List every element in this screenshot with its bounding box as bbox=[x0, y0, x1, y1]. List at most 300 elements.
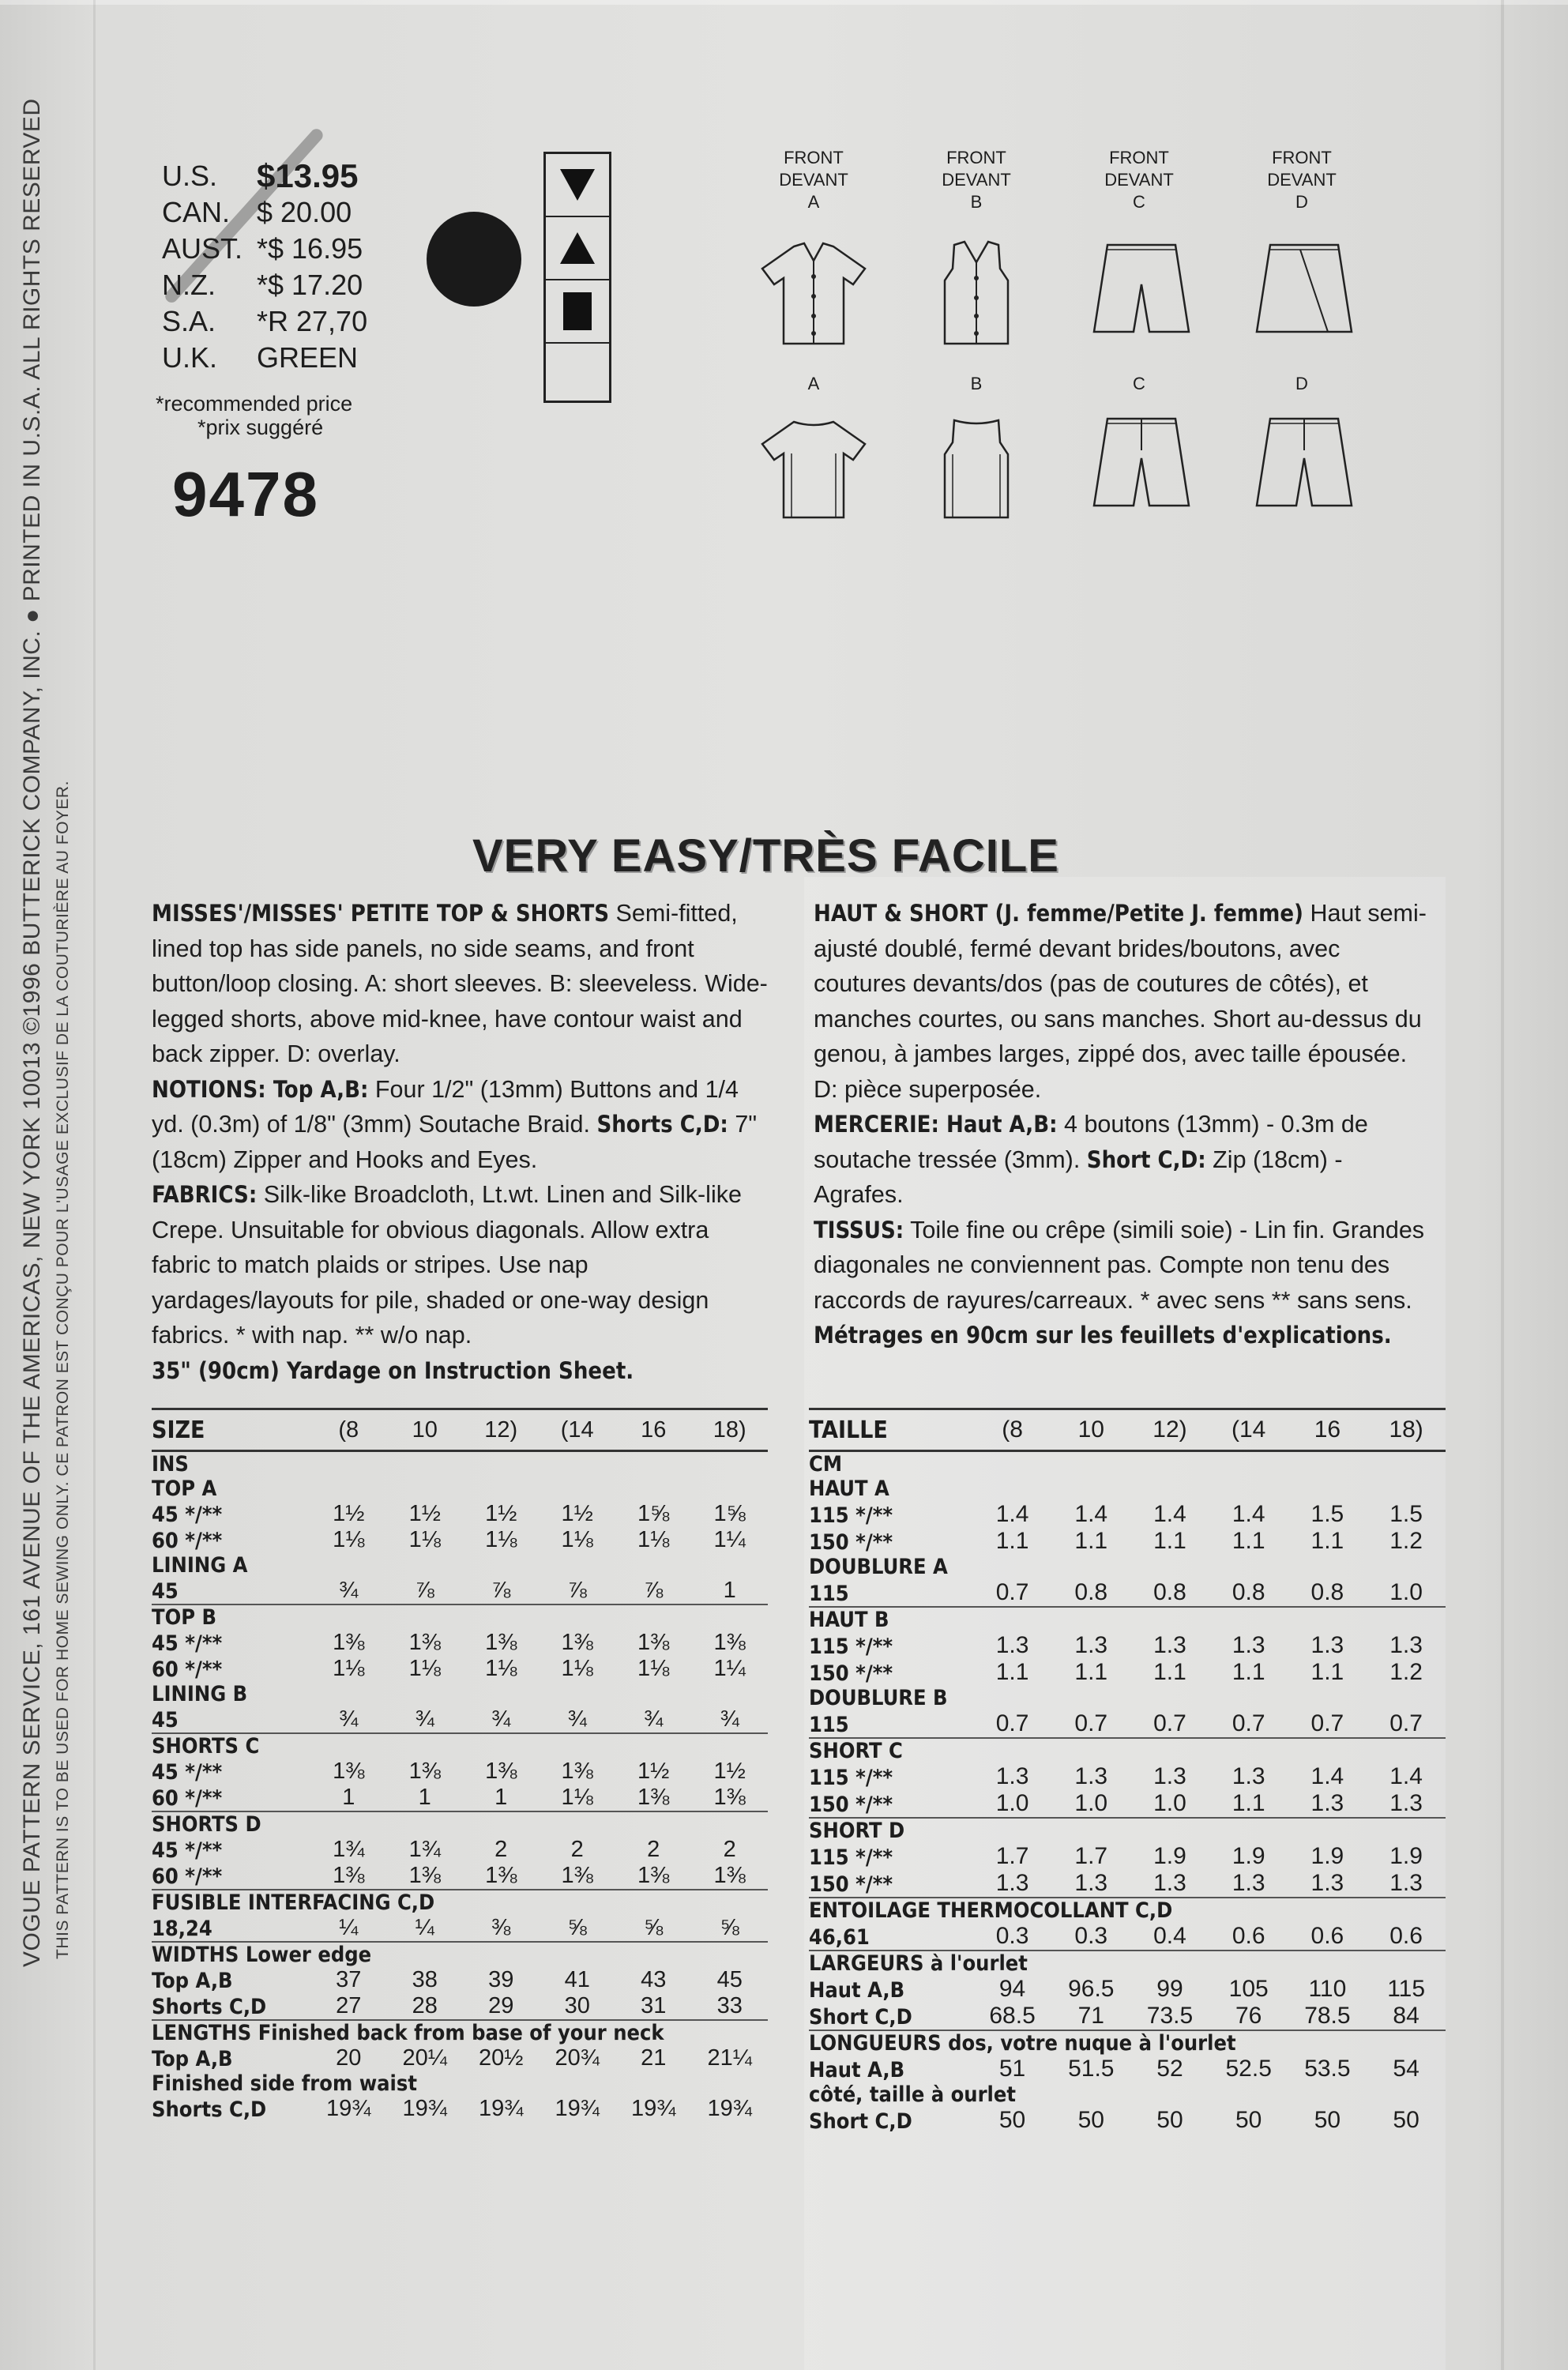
table-cell: 1.3 bbox=[1153, 1870, 1186, 1896]
table-cell: 52.5 bbox=[1225, 2056, 1272, 2082]
view-label-d: FRONT DEVANT D bbox=[1267, 148, 1337, 212]
table-cell: 1⅜ bbox=[333, 1759, 365, 1784]
price-country: CAN. bbox=[162, 196, 231, 228]
table-cell: 2 bbox=[647, 1837, 660, 1862]
table-cell: 1.3 bbox=[995, 1632, 1029, 1658]
table-cell bbox=[1209, 1818, 1288, 1843]
row-label: 115 bbox=[809, 1582, 849, 1606]
table-row bbox=[152, 1578, 768, 1604]
table-cell: 1½ bbox=[637, 1759, 670, 1784]
table-cell bbox=[310, 1811, 386, 1837]
table-cell: 1.3 bbox=[1389, 1632, 1423, 1658]
size-header-cell: 16 bbox=[615, 1409, 691, 1451]
table-row bbox=[809, 1951, 1446, 1976]
table-cell: 1.5 bbox=[1389, 1501, 1423, 1527]
table-row bbox=[809, 1843, 1446, 1870]
table-cell bbox=[691, 1811, 768, 1837]
price-row bbox=[162, 194, 367, 231]
row-label: ENTOILAGE THERMOCOLLANT C,D bbox=[809, 1898, 1446, 1923]
table-cell: 0.7 bbox=[995, 1710, 1029, 1736]
prix-suggere-note: *prix suggéré bbox=[197, 416, 324, 439]
table-cell: 50 bbox=[1393, 2107, 1419, 2133]
fold-crease-left bbox=[93, 0, 96, 2370]
page-heading: VERY EASY/TRÈS FACILE bbox=[472, 830, 1059, 882]
table-cell: 21¼ bbox=[707, 2045, 752, 2071]
table-cell bbox=[463, 1477, 539, 1501]
table-cell: 1⅛ bbox=[637, 1527, 670, 1552]
table-cell: 1.7 bbox=[995, 1843, 1029, 1869]
row-label: LINING B bbox=[152, 1682, 248, 1706]
table-cell: 19¾ bbox=[326, 2096, 371, 2121]
table-cell: 20 bbox=[336, 2045, 362, 2071]
description-english bbox=[152, 896, 768, 1388]
size-header-row bbox=[152, 1409, 768, 1451]
table-cell: ⅝ bbox=[720, 1915, 739, 1940]
table-cell: 1.3 bbox=[1074, 1632, 1108, 1658]
table-cell bbox=[1130, 1451, 1209, 1477]
table-cell: 1.9 bbox=[1310, 1843, 1344, 1869]
row-label: 150 */** bbox=[809, 1793, 893, 1817]
table-row bbox=[152, 1656, 768, 1682]
fold-crease bbox=[1501, 0, 1504, 2370]
table-cell: 0.7 bbox=[1310, 1710, 1344, 1736]
table-cell: 19¾ bbox=[630, 2096, 676, 2121]
table-cell bbox=[539, 1477, 615, 1501]
table-row bbox=[152, 1863, 768, 1890]
table-row bbox=[152, 1967, 768, 1993]
table-cell: 1.1 bbox=[1310, 1528, 1344, 1554]
table-cell: 0.6 bbox=[1231, 1923, 1265, 1949]
price-row bbox=[162, 340, 367, 376]
table-cell: ⅞ bbox=[567, 1578, 587, 1603]
table-cell bbox=[1051, 1818, 1130, 1843]
table-cell: 1⅜ bbox=[637, 1785, 670, 1810]
table-cell: 28 bbox=[412, 1993, 438, 2018]
table-cell: 1.5 bbox=[1310, 1501, 1344, 1527]
row-label: HAUT B bbox=[809, 1607, 973, 1632]
table-row bbox=[809, 1659, 1446, 1686]
table-cell: 1⅜ bbox=[561, 1630, 593, 1655]
table-cell: 1⅛ bbox=[333, 1656, 365, 1681]
row-label: 150 */** bbox=[809, 1530, 893, 1555]
table-row bbox=[152, 1501, 768, 1527]
yardage-table-english bbox=[152, 1408, 768, 2122]
view-label-a: FRONT DEVANT A bbox=[779, 148, 848, 212]
price-value: $ 20.00 bbox=[257, 196, 352, 228]
price-row bbox=[162, 231, 367, 267]
row-label: 45 bbox=[152, 1708, 179, 1732]
table-cell: 1.3 bbox=[1310, 1790, 1344, 1816]
row-label: INS bbox=[152, 1452, 189, 1477]
mercerie-label: MERCERIE: Haut A,B: bbox=[814, 1111, 1058, 1138]
price-country: U.K. bbox=[162, 341, 218, 374]
table-cell: 1.2 bbox=[1389, 1659, 1423, 1685]
row-label: Top A,B bbox=[152, 2047, 233, 2071]
row-label: 45 */** bbox=[152, 1503, 223, 1527]
size-header-cell: 12) bbox=[1130, 1409, 1209, 1451]
table-cell: 1.0 bbox=[1074, 1790, 1108, 1816]
table-cell: 1⅛ bbox=[408, 1527, 441, 1552]
table-cell: 1.4 bbox=[1310, 1763, 1344, 1789]
table-row bbox=[152, 1993, 768, 2020]
table-row bbox=[809, 1607, 1446, 1632]
table-cell: ⅞ bbox=[644, 1578, 664, 1603]
table-cell: 1⅜ bbox=[713, 1785, 746, 1810]
yardage-note: 35" (90cm) Yardage on Instruction Sheet. bbox=[152, 1356, 634, 1384]
table-row bbox=[809, 1898, 1446, 1923]
mercerie-short-label: Short C,D: bbox=[1086, 1146, 1206, 1173]
table-cell: ⅜ bbox=[491, 1915, 511, 1940]
table-cell: 1.0 bbox=[995, 1790, 1029, 1816]
table-row bbox=[809, 1790, 1446, 1818]
shorts-d-front-icon bbox=[1253, 237, 1356, 340]
square-icon bbox=[563, 292, 592, 330]
table-cell: 1.3 bbox=[1231, 1632, 1265, 1658]
table-cell bbox=[615, 1682, 691, 1706]
table-cell bbox=[973, 1451, 1052, 1477]
row-label: SHORTS D bbox=[152, 1811, 310, 1837]
table-cell: 1⅜ bbox=[561, 1863, 593, 1888]
table-row bbox=[809, 2107, 1446, 2134]
table-row bbox=[152, 1811, 768, 1837]
table-cell bbox=[539, 1733, 615, 1759]
black-circle-icon bbox=[427, 212, 521, 307]
table-cell: 0.7 bbox=[1153, 1710, 1186, 1736]
table-cell: 31 bbox=[641, 1993, 667, 2018]
table-cell: 1.3 bbox=[1231, 1763, 1265, 1789]
table-cell bbox=[1288, 1818, 1367, 1843]
size-header-cell: (8 bbox=[973, 1409, 1052, 1451]
table-cell bbox=[973, 1686, 1052, 1710]
price-country: AUST. bbox=[162, 232, 243, 265]
table-cell: 1⅜ bbox=[485, 1759, 517, 1784]
table-cell: 78.5 bbox=[1304, 2003, 1351, 2029]
table-row bbox=[809, 1870, 1446, 1898]
table-cell: 1.9 bbox=[1389, 1843, 1423, 1869]
table-cell bbox=[615, 1451, 691, 1477]
row-label: 60 */** bbox=[152, 1864, 223, 1889]
table-cell: 53.5 bbox=[1304, 2056, 1351, 2082]
table-cell bbox=[615, 1553, 691, 1578]
notions-text: Four 1/2" (13mm) Buttons and 1/4 yd. (0.3m) of 1/8" (3mm) Soutache Braid. bbox=[152, 1075, 739, 1138]
table-row bbox=[809, 1579, 1446, 1607]
table-cell bbox=[615, 1477, 691, 1501]
table-row bbox=[152, 1630, 768, 1656]
row-label: 46,61 bbox=[809, 1925, 870, 1950]
table-row bbox=[809, 1686, 1446, 1710]
title-fr: HAUT & SHORT (J. femme/Petite J. femme) bbox=[814, 900, 1303, 927]
table-cell: 0.3 bbox=[995, 1923, 1029, 1949]
table-cell bbox=[973, 1607, 1052, 1632]
table-cell bbox=[387, 1682, 463, 1706]
table-cell: 1⅜ bbox=[637, 1630, 670, 1655]
table-cell: 1¾ bbox=[333, 1837, 365, 1862]
table-cell: 1.1 bbox=[1153, 1528, 1186, 1554]
table-cell: ⅞ bbox=[415, 1578, 434, 1603]
price-row bbox=[162, 303, 367, 340]
home-sewing-notice: THIS PATTERN IS TO BE USED FOR HOME SEWING ONLY. CE PATRON EST CONÇU POUR L'USAGE EXCLUSIF DE LA COUTURIÈRE AU FOYER. bbox=[54, 781, 72, 1959]
table-cell bbox=[1130, 1477, 1209, 1501]
table-cell bbox=[1130, 1686, 1209, 1710]
table-cell: 1.3 bbox=[1074, 1763, 1108, 1789]
triangle-down-icon bbox=[560, 169, 595, 201]
table-cell bbox=[1130, 1738, 1209, 1763]
publisher-line: VOGUE PATTERN SERVICE, 161 AVENUE OF THE AMERICAS, NEW YORK 10013 ©1996 BUTTERICK COMPANY, INC. ● PRINTED IN U.S.A. ALL RIGHTS RESERVED bbox=[19, 98, 45, 1967]
row-label: LINING A bbox=[152, 1553, 248, 1578]
table-cell: ¾ bbox=[339, 1706, 359, 1732]
size-header-cell: 10 bbox=[1051, 1409, 1130, 1451]
table-cell: 1⅜ bbox=[408, 1630, 441, 1655]
row-label: 60 */** bbox=[152, 1657, 223, 1682]
size-header-cell: 12) bbox=[463, 1409, 539, 1451]
table-cell bbox=[615, 1733, 691, 1759]
table-cell: 1⅛ bbox=[485, 1656, 517, 1681]
table-cell bbox=[1051, 1477, 1130, 1501]
table-cell bbox=[387, 1477, 463, 1501]
table-cell bbox=[1288, 1686, 1367, 1710]
table-cell: 43 bbox=[641, 1967, 667, 1992]
price-country: N.Z. bbox=[162, 269, 216, 301]
table-cell: 84 bbox=[1393, 2003, 1419, 2029]
row-label: Short C,D bbox=[809, 2109, 912, 2134]
row-label: 45 */** bbox=[152, 1631, 223, 1656]
table-cell: 1.3 bbox=[1310, 1870, 1344, 1896]
size-header-label: TAILLE bbox=[809, 1409, 973, 1451]
table-cell: 73.5 bbox=[1146, 2003, 1194, 2029]
table-cell bbox=[691, 1477, 768, 1501]
shorts-c-front-icon bbox=[1090, 237, 1193, 340]
table-cell: 1.1 bbox=[1074, 1528, 1108, 1554]
table-cell: 1.4 bbox=[1153, 1501, 1186, 1527]
top-a-back-icon bbox=[758, 411, 869, 521]
table-row bbox=[809, 2082, 1446, 2107]
table-cell bbox=[310, 1477, 386, 1501]
table-cell: 0.7 bbox=[1389, 1710, 1423, 1736]
table-cell bbox=[387, 1451, 463, 1477]
table-cell: 1.3 bbox=[1310, 1632, 1344, 1658]
table-cell: ¾ bbox=[567, 1706, 587, 1732]
table-cell: 1.4 bbox=[1231, 1501, 1265, 1527]
row-label: DOUBLURE A bbox=[809, 1555, 948, 1579]
price-row bbox=[162, 158, 367, 194]
table-cell: 1.3 bbox=[1153, 1632, 1186, 1658]
row-label: LENGTHS Finished back from base of your neck bbox=[152, 2020, 768, 2045]
tissus-label: TISSUS: bbox=[814, 1216, 904, 1243]
table-cell: 110 bbox=[1308, 1976, 1347, 2002]
table-cell bbox=[1367, 1451, 1446, 1477]
table-cell: 1.3 bbox=[1389, 1870, 1423, 1896]
table-cell: 1.3 bbox=[995, 1763, 1029, 1789]
price-value: $13.95 bbox=[257, 157, 359, 194]
top-b-back-icon bbox=[929, 411, 1024, 521]
row-label: DOUBLURE B bbox=[809, 1686, 948, 1710]
table-row bbox=[809, 1818, 1446, 1843]
table-cell: 1½ bbox=[713, 1759, 746, 1784]
table-cell: 1.3 bbox=[1153, 1763, 1186, 1789]
table-cell bbox=[539, 1553, 615, 1578]
row-label: Haut A,B bbox=[809, 1978, 905, 2003]
back-letter-b: B bbox=[970, 374, 983, 393]
price-value: GREEN bbox=[257, 341, 359, 374]
table-cell: 1.0 bbox=[1389, 1579, 1423, 1605]
table-row bbox=[152, 1527, 768, 1553]
table-row bbox=[809, 1710, 1446, 1738]
table-row bbox=[152, 1785, 768, 1811]
table-cell: 115 bbox=[1387, 1976, 1426, 2002]
row-label: 150 */** bbox=[809, 1872, 893, 1897]
table-cell bbox=[539, 1682, 615, 1706]
size-header-row bbox=[809, 1409, 1446, 1451]
row-label: FUSIBLE INTERFACING C,D bbox=[152, 1890, 768, 1915]
table-row bbox=[152, 1837, 768, 1863]
table-cell: 2 bbox=[723, 1837, 736, 1862]
table-cell: 1.4 bbox=[1074, 1501, 1108, 1527]
row-label: LONGUEURS dos, votre nuque à l'ourlet bbox=[809, 2030, 1446, 2056]
table-cell: 1.1 bbox=[1074, 1659, 1108, 1685]
table-cell: ¾ bbox=[415, 1706, 434, 1732]
table-cell: 2 bbox=[494, 1837, 508, 1862]
table-cell bbox=[310, 1451, 386, 1477]
table-cell: 1⅛ bbox=[408, 1656, 441, 1681]
table-cell: 1½ bbox=[333, 1501, 365, 1526]
fabrics-text: Silk-like Broadcloth, Lt.wt. Linen and Silk-like Crepe. Unsuitable for obvious diagonals. Allow extra fabric to match plaids or stripes. Use nap yardages/layouts for pile, shaded or one-way design fabrics. * with nap. ** w/o nap. bbox=[152, 1181, 742, 1349]
table-cell: 1.9 bbox=[1231, 1843, 1265, 1869]
table-cell bbox=[1288, 1738, 1367, 1763]
table-cell: 1½ bbox=[561, 1501, 593, 1526]
table-cell: 52 bbox=[1156, 2056, 1183, 2082]
row-label: Finished side from waist bbox=[152, 2071, 417, 2096]
table-row bbox=[152, 2045, 768, 2071]
table-cell: 1.4 bbox=[1389, 1763, 1423, 1789]
table-cell: 0.8 bbox=[1310, 1579, 1344, 1605]
fold-edge bbox=[0, 0, 1568, 5]
table-cell: 20¾ bbox=[555, 2045, 600, 2071]
table-cell: ¼ bbox=[339, 1915, 359, 1940]
price-value: *$ 17.20 bbox=[257, 269, 363, 301]
row-label: 115 */** bbox=[809, 1845, 893, 1870]
row-label: 115 */** bbox=[809, 1503, 893, 1528]
table-cell: 1⅛ bbox=[561, 1785, 593, 1810]
table-cell: 1.1 bbox=[1231, 1528, 1265, 1554]
table-cell: 0.6 bbox=[1389, 1923, 1423, 1949]
shape-cell bbox=[546, 154, 609, 217]
table-cell: 1⅜ bbox=[333, 1630, 365, 1655]
table-cell: 1.1 bbox=[1231, 1790, 1265, 1816]
table-cell bbox=[539, 1811, 615, 1837]
row-label: 115 */** bbox=[809, 1766, 893, 1790]
table-cell bbox=[1130, 1607, 1209, 1632]
table-cell bbox=[310, 1553, 386, 1578]
table-cell: 71 bbox=[1077, 2003, 1104, 2029]
table-cell bbox=[691, 1682, 768, 1706]
description-french bbox=[814, 896, 1435, 1353]
table-row bbox=[152, 1759, 768, 1785]
table-cell bbox=[463, 1451, 539, 1477]
table-cell: 1⅜ bbox=[485, 1863, 517, 1888]
table-cell: 27 bbox=[336, 1993, 362, 2018]
table-cell bbox=[1288, 1451, 1367, 1477]
table-row bbox=[809, 1555, 1446, 1579]
row-label: Shorts C,D bbox=[152, 1995, 267, 2019]
table-cell bbox=[310, 1604, 386, 1630]
table-cell: 38 bbox=[412, 1967, 438, 1992]
price-value: *$ 16.95 bbox=[257, 232, 363, 265]
table-cell: 68.5 bbox=[989, 2003, 1036, 2029]
table-cell: 1⅜ bbox=[408, 1759, 441, 1784]
table-cell: 19¾ bbox=[707, 2096, 752, 2121]
table-row bbox=[809, 1763, 1446, 1790]
table-row bbox=[809, 1477, 1446, 1501]
table-cell bbox=[1051, 1451, 1130, 1477]
table-row bbox=[152, 1604, 768, 1630]
size-header-cell: (14 bbox=[1209, 1409, 1288, 1451]
size-header-cell: 16 bbox=[1288, 1409, 1367, 1451]
mercerie-text: 4 boutons (13mm) - 0.3m de soutache tressée (3mm). bbox=[814, 1111, 1368, 1173]
table-cell bbox=[310, 1733, 386, 1759]
table-cell: 37 bbox=[336, 1967, 362, 1992]
table-cell: 50 bbox=[1314, 2107, 1341, 2133]
shorts-c-back-icon bbox=[1090, 411, 1193, 514]
table-cell bbox=[1209, 1607, 1288, 1632]
row-label: Haut A,B bbox=[809, 2058, 905, 2082]
row-label: 115 bbox=[809, 1713, 849, 1737]
pattern-number: 9478 bbox=[172, 459, 319, 529]
row-label: côté, taille à ourlet bbox=[809, 2082, 1016, 2107]
table-cell: 51.5 bbox=[1068, 2056, 1115, 2082]
table-cell: 1⅜ bbox=[561, 1759, 593, 1784]
table-cell: 1¼ bbox=[713, 1656, 746, 1681]
recommended-price-note: *recommended price bbox=[156, 392, 353, 416]
table-cell: 1.3 bbox=[995, 1870, 1029, 1896]
table-cell: 1.1 bbox=[1153, 1659, 1186, 1685]
back-letter-c: C bbox=[1133, 374, 1145, 393]
table-cell bbox=[539, 1604, 615, 1630]
table-cell bbox=[1367, 1607, 1446, 1632]
row-label: TOP A bbox=[152, 1477, 217, 1501]
table-cell bbox=[310, 1682, 386, 1706]
shape-cell bbox=[546, 217, 609, 280]
table-cell: 1 bbox=[342, 1785, 355, 1810]
table-cell: 1.1 bbox=[995, 1659, 1029, 1685]
table-cell: 1⅜ bbox=[637, 1863, 670, 1888]
table-row bbox=[809, 2056, 1446, 2082]
table-cell bbox=[691, 1553, 768, 1578]
table-row bbox=[152, 2071, 768, 2096]
back-letter-a: A bbox=[807, 374, 820, 393]
table-cell bbox=[1130, 1555, 1209, 1579]
table-row bbox=[809, 1632, 1446, 1659]
table-cell bbox=[1288, 1607, 1367, 1632]
table-cell: 1½ bbox=[485, 1501, 517, 1526]
table-row bbox=[152, 2096, 768, 2122]
table-cell: 21 bbox=[641, 2045, 667, 2071]
table-cell bbox=[463, 1553, 539, 1578]
table-cell: 76 bbox=[1235, 2003, 1262, 2029]
table-cell: ¼ bbox=[415, 1915, 434, 1940]
shorts-d-back-icon bbox=[1253, 411, 1356, 514]
table-cell: 1⅜ bbox=[713, 1630, 746, 1655]
table-cell: 1 bbox=[723, 1578, 736, 1603]
table-cell: 1⅜ bbox=[408, 1863, 441, 1888]
table-cell: 29 bbox=[488, 1993, 514, 2018]
price-row bbox=[162, 267, 367, 303]
table-cell: 0.4 bbox=[1153, 1923, 1186, 1949]
table-cell bbox=[387, 1604, 463, 1630]
notions-shorts-text: 7" (18cm) Zipper and Hooks and Eyes. bbox=[152, 1111, 758, 1173]
table-cell: 1⅛ bbox=[637, 1656, 670, 1681]
table-cell: 1⅛ bbox=[333, 1527, 365, 1552]
table-cell bbox=[1367, 1555, 1446, 1579]
